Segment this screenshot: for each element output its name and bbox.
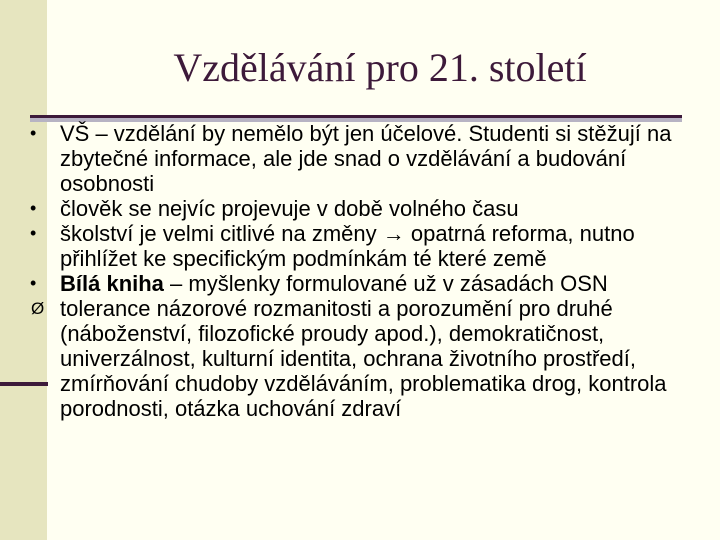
slide-title: Vzdělávání pro 21. století: [173, 45, 587, 90]
list-item: [30, 196, 710, 221]
bullet-list: [30, 121, 710, 421]
bullet-text: školství je velmi citlivé na změny → opatrná reforma, nutno přihlížet ke specifickým podmínkám té které země: [60, 221, 635, 271]
bullet-bold-term: Bílá kniha: [60, 271, 164, 296]
arrow-bullet-marker: Ø: [31, 299, 45, 318]
bullet-marker: •: [30, 223, 37, 243]
bullet-text: člověk se nejvíc projevuje v době volného času: [60, 196, 519, 221]
bullet-text-container: [60, 271, 710, 296]
list-item: [30, 271, 710, 296]
bullet-text: – myšlenky formulované už v zásadách OSN: [163, 271, 608, 296]
bullet-marker: •: [30, 273, 37, 293]
bullet-text: VŠ – vzdělání by nemělo být jen účelové. Studenti si stěžují na zbytečné informace, ale jde snad o vzdělávání a budování osobnosti: [60, 121, 672, 196]
bullet-text: tolerance názorové rozmanitosti a porozumění pro druhé (náboženství, filozofické proudy apod.), demokratičnost, univerzálnost, kulturní identita, ochrana životního prostředí, zmírňování chudoby vzděláváním, problematika drog, kontrola porodnosti, otázka uchování zdraví: [60, 296, 667, 421]
list-item: [30, 296, 710, 421]
list-item: [30, 121, 710, 196]
bullet-marker: •: [30, 198, 37, 218]
list-item: [30, 221, 710, 271]
bullet-marker: •: [30, 123, 37, 143]
